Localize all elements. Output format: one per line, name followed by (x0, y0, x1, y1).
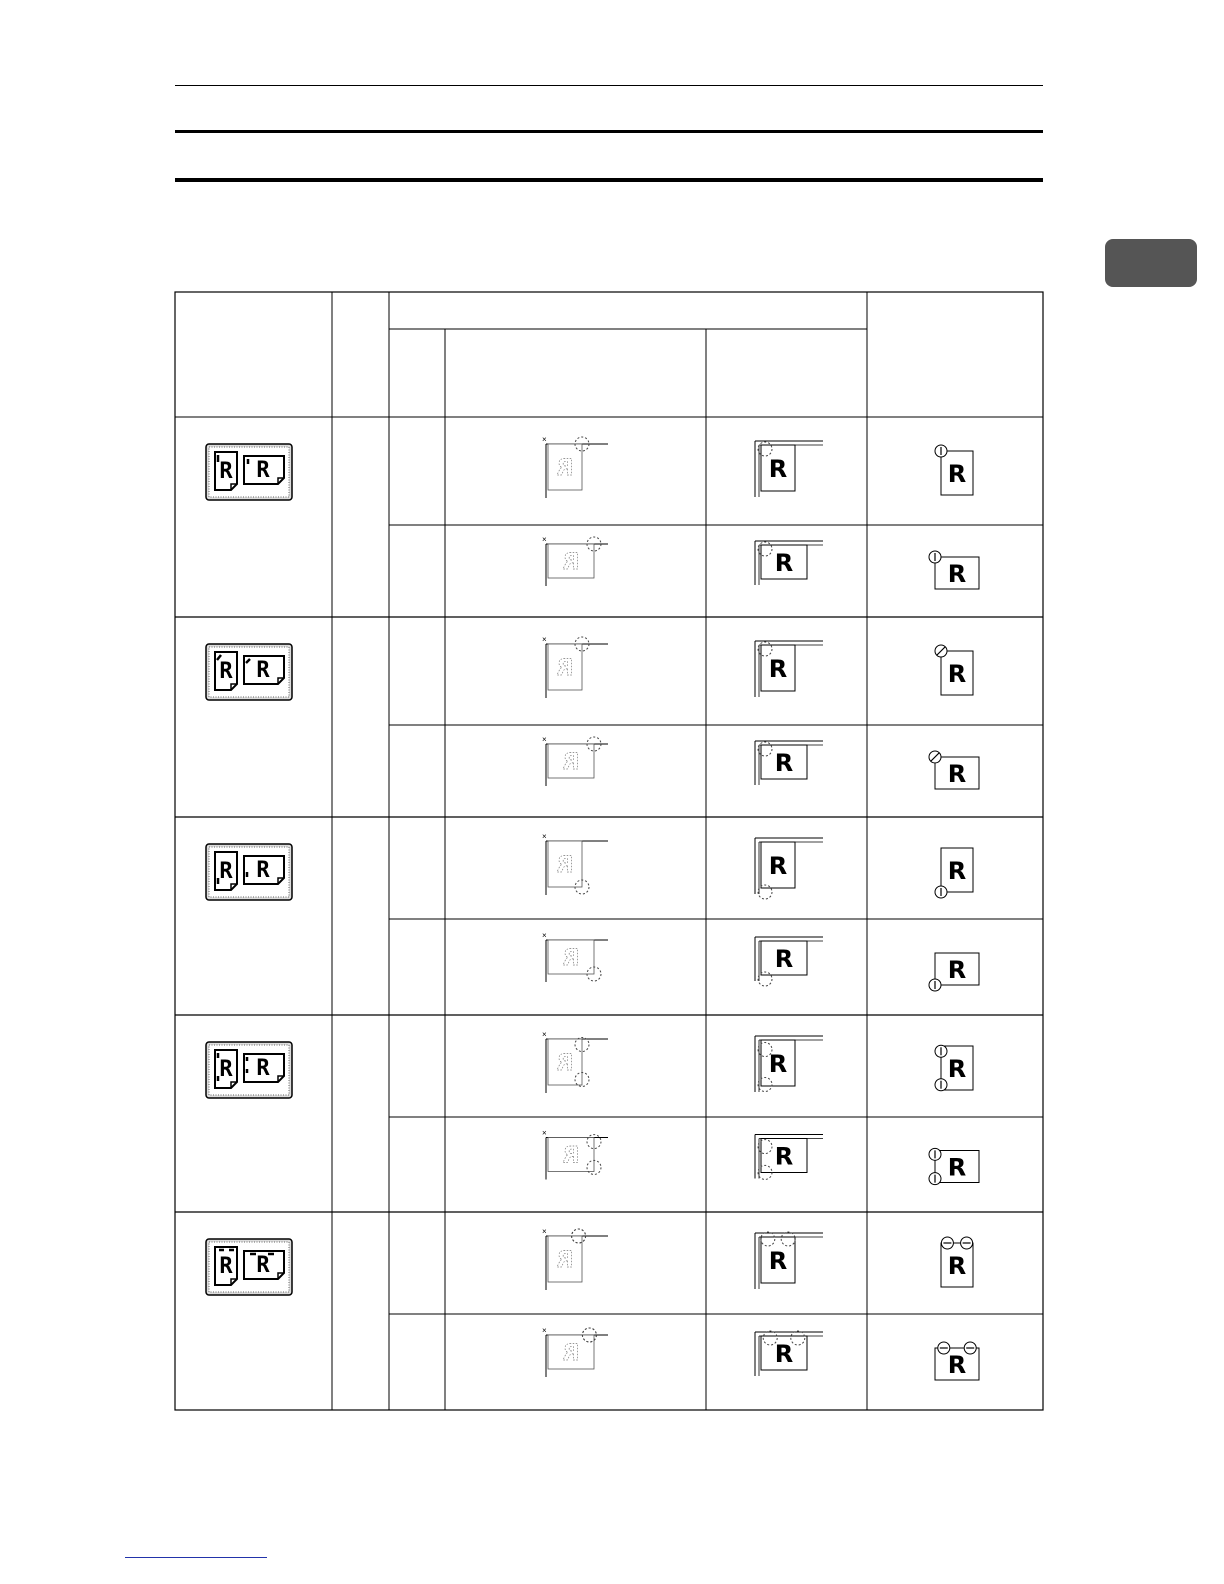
reference-mark: × (542, 635, 547, 644)
adf-placement-diagram (755, 541, 823, 585)
adf-placement-diagram (755, 741, 823, 785)
reference-mark: × (542, 535, 547, 544)
icon-glyph: R (219, 659, 233, 684)
reference-mark: × (542, 1227, 547, 1236)
staple-top-left-slant-icon (206, 644, 292, 700)
adf-placement-diagram (755, 937, 823, 986)
original-placement-diagram (542, 931, 608, 982)
icon-glyph: R (256, 1056, 270, 1081)
mirrored-glyph: R (556, 1051, 574, 1076)
reference-mark: × (542, 1128, 547, 1138)
mirrored-glyph: R (562, 750, 580, 775)
adf-placement-diagram (755, 838, 823, 899)
stapled-result-diagram (929, 1148, 979, 1184)
glyph: R (768, 1247, 788, 1275)
adf-placement-diagram (755, 1135, 823, 1180)
mirrored-glyph: R (556, 456, 574, 481)
staple-bottom-left-icon (206, 844, 292, 900)
stapled-result-diagram (929, 551, 979, 589)
original-placement-diagram (542, 1030, 608, 1093)
original-placement-diagram (542, 435, 608, 498)
original-placement-diagram (542, 1129, 608, 1180)
glyph: R (768, 1050, 788, 1078)
icon-glyph: R (256, 858, 270, 883)
glyph: R (947, 1351, 967, 1379)
glyph: R (947, 1252, 967, 1280)
icon-glyph: R (256, 1253, 270, 1278)
glyph: R (947, 1153, 967, 1182)
staple-top-left-icon (206, 444, 292, 500)
staple-double-left-icon (206, 1042, 292, 1098)
reference-mark: × (542, 1030, 547, 1039)
stapled-result-diagram (935, 848, 973, 898)
stapled-result-diagram (935, 1045, 973, 1090)
icon-glyph: R (219, 1254, 233, 1279)
table-rows (206, 435, 979, 1380)
reference-mark: × (542, 435, 547, 444)
original-placement-diagram (542, 1227, 608, 1290)
glyph: R (947, 560, 967, 588)
adf-placement-diagram (755, 1331, 823, 1376)
reference-mark: × (542, 735, 547, 744)
mirrored-glyph: R (562, 550, 580, 575)
table-border (175, 292, 1043, 1410)
glyph: R (768, 655, 788, 683)
adf-placement-diagram (755, 441, 823, 497)
glyph: R (947, 660, 967, 688)
glyph: R (774, 549, 794, 577)
mirrored-glyph: R (562, 1341, 580, 1366)
stapled-result-diagram (935, 645, 973, 695)
stapled-result-diagram (929, 751, 979, 789)
stapled-result-diagram (929, 953, 979, 991)
original-placement-diagram (542, 832, 608, 895)
glyph: R (774, 1142, 794, 1171)
mirrored-glyph: R (562, 1143, 580, 1169)
glyph: R (768, 852, 788, 880)
reference-mark: × (542, 931, 547, 940)
original-placement-diagram (542, 735, 608, 786)
stapled-result-diagram (935, 1342, 979, 1380)
original-placement-diagram (542, 535, 608, 586)
icon-glyph: R (219, 1057, 233, 1082)
glyph: R (774, 945, 794, 973)
table-grid (175, 292, 1043, 1410)
glyph: R (947, 857, 967, 885)
original-placement-diagram (542, 635, 608, 698)
glyph: R (768, 455, 788, 483)
stapled-result-diagram (935, 445, 973, 495)
adf-placement-diagram (755, 1232, 823, 1289)
glyph: R (774, 749, 794, 777)
glyph: R (947, 956, 967, 984)
glyph: R (947, 760, 967, 788)
mirrored-glyph: R (556, 1248, 574, 1273)
icon-glyph: R (256, 458, 270, 483)
icon-glyph: R (219, 459, 233, 484)
original-placement-diagram (542, 1326, 608, 1377)
staple-double-top-icon (206, 1239, 292, 1295)
adf-placement-diagram (755, 641, 823, 697)
adf-placement-diagram (755, 1036, 823, 1092)
stapled-result-diagram (941, 1237, 973, 1287)
icon-glyph: R (219, 859, 233, 884)
glyph: R (947, 1055, 967, 1083)
icon-glyph: R (256, 658, 270, 683)
mirrored-glyph: R (556, 853, 574, 878)
reference-mark: × (542, 832, 547, 841)
mirrored-glyph: R (556, 656, 574, 681)
mirrored-glyph: R (562, 946, 580, 971)
reference-mark: × (542, 1326, 547, 1335)
glyph: R (774, 1340, 794, 1368)
glyph: R (947, 460, 967, 488)
